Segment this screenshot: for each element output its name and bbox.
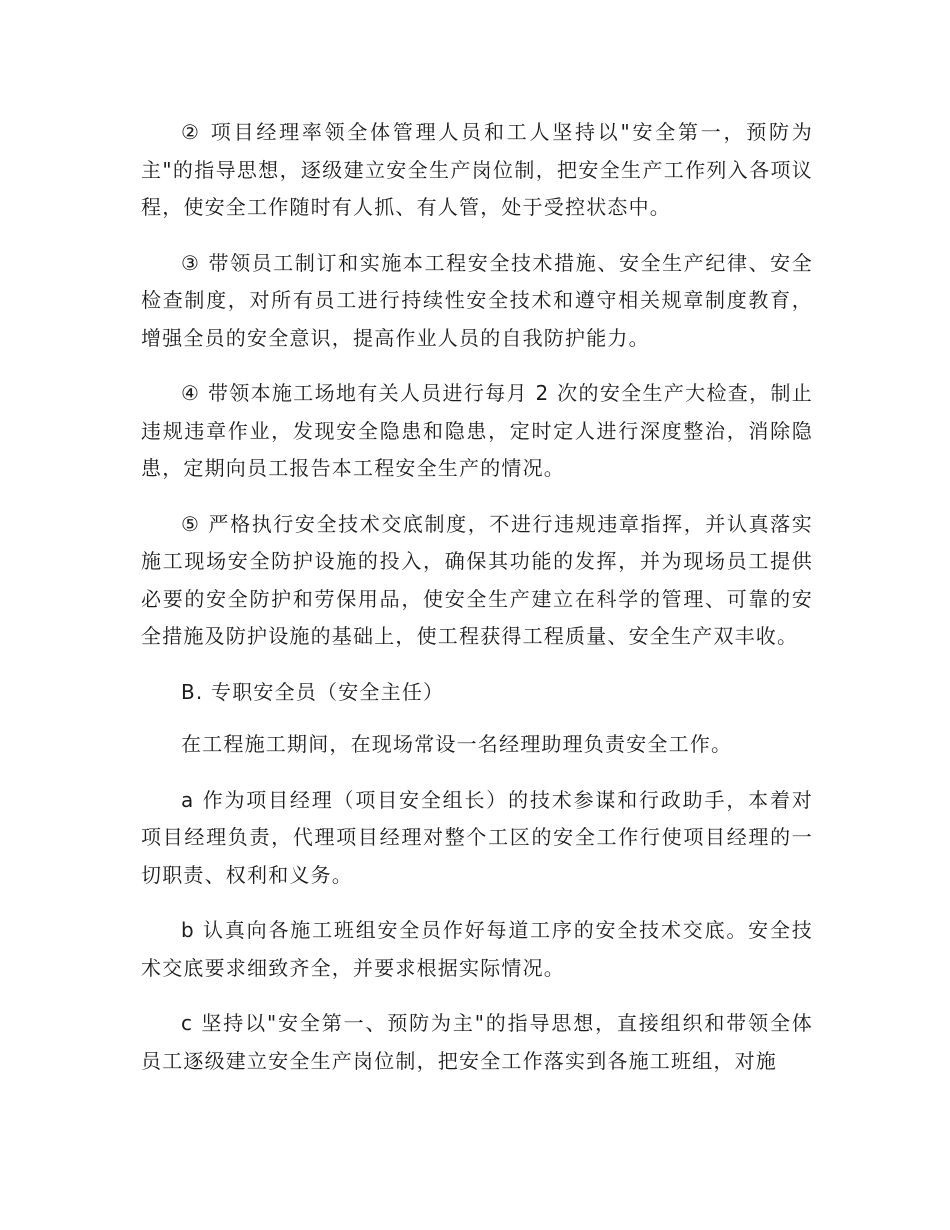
paragraph-item-4: ④ 带领本施工场地有关人员进行每月 2 次的安全生产大检查，制止违规违章作业，发现安全隐患和隐患，定时定人进行深度整治，消除隐患，定期向员工报告本工程安全生产的情况。 bbox=[141, 381, 813, 480]
paragraph-item-3: ③ 带领员工制订和实施本工程安全技术措施、安全生产纪律、安全检查制度，对所有员工进行持续性安全技术和遵守相关规章制度教育，增强全员的安全意识，提高作业人员的自我防护能力。 bbox=[141, 250, 813, 350]
paragraph-item-5: ⑤ 严格执行安全技术交底制度，不进行违规违章指挥，并认真落实施工现场安全防护设施的投入，确保其功能的发挥，并为现场员工提供必要的安全防护和劳保用品，使安全生产建立在科学的管理、可靠的安全措施及防护设施的基础上，使工程获得工程质量、安全生产双丰收。 bbox=[141, 511, 813, 648]
document-body bbox=[141, 114, 813, 1098]
section-intro: 在工程施工期间，在现场常设一名经理助理负责安全工作。 bbox=[181, 732, 733, 756]
paragraph-item-2: ② 项目经理率领全体管理人员和工人坚持以"安全第一，预防为主"的指导思想，逐级建立安全生产岗位制，把安全生产工作列入各项议程，使安全工作随时有人抓、有人管，处于受控状态中。 bbox=[141, 120, 813, 219]
paragraph-item-b: b 认真向各施工班组安全员作好每道工序的安全技术交底。安全技术交底要求细致齐全，并要求根据实际情况。 bbox=[141, 918, 813, 980]
section-heading-b: B. 专职安全员（安全主任） bbox=[181, 679, 445, 704]
paragraph-item-c: c 坚持以"安全第一、预防为主"的指导思想，直接组织和带领全体员工逐级建立安全生产岗位制，把安全工作落实到各施工班组，对施 bbox=[141, 1011, 813, 1073]
paragraph-item-a: a 作为项目经理（项目安全组长）的技术参谋和行政助手，本着对项目经理负责，代理项目经理对整个工区的安全工作行使项目经理的一切职责、权利和义务。 bbox=[141, 787, 813, 887]
